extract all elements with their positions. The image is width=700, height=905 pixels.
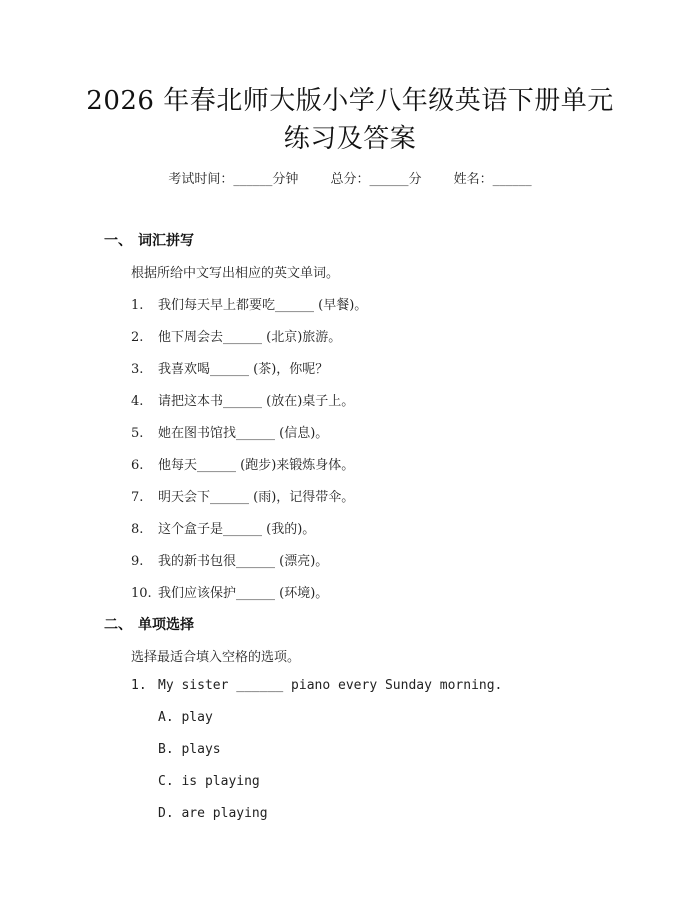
question-item: 10. 我们应该保护______ (环境)。 [131,586,329,601]
question-item: 5. 她在图书馆找______ (信息)。 [131,426,329,441]
section-2-title: 单项选择 [138,617,194,633]
question-item: 8. 这个盒子是______ (我的)。 [131,522,316,537]
question-item: 6. 他每天______ (跑步)来锻炼身体。 [131,458,355,473]
section-1-instruction: 根据所给中文写出相应的英文单词。 [131,266,340,281]
exam-meta [0,168,700,187]
student-name: 姓名：______ [453,172,532,187]
option-a: A. play [158,710,213,725]
question-item: 4. 请把这本书______ (放在)桌子上。 [131,394,355,409]
title-line-2: 练习及答案 [283,124,417,154]
title-line-1: 2026 年春北师大版小学八年级英语下册单元 [86,86,614,116]
option-c: C. is playing [158,774,260,789]
question-item: 9. 我的新书包很______ (漂亮)。 [131,554,329,569]
question-item: 3. 我喜欢喝______ (茶)，你呢？ [131,362,329,377]
option-b: B. plays [158,742,221,757]
section-2-instruction: 选择最适合填入空格的选项。 [131,650,301,665]
section-1-heading [104,230,194,250]
section-2-heading [104,614,194,634]
section-2-number: 二、 [104,617,132,633]
option-d: D. are playing [158,806,268,821]
document-title [0,82,700,158]
question-item: 1. 我们每天早上都要吃______ (早餐)。 [131,298,368,313]
exam-score: 总分：______分 [330,172,422,187]
question-item: 2. 他下周会去______ (北京)旅游。 [131,330,342,345]
section-1-number: 一、 [104,233,132,249]
question-item: 1. My sister ______ piano every Sunday morning. [131,678,503,693]
question-item: 7. 明天会下______ (雨)，记得带伞。 [131,490,355,505]
exam-time: 考试时间：______分钟 [168,172,299,187]
section-1-title: 词汇拼写 [138,233,194,249]
